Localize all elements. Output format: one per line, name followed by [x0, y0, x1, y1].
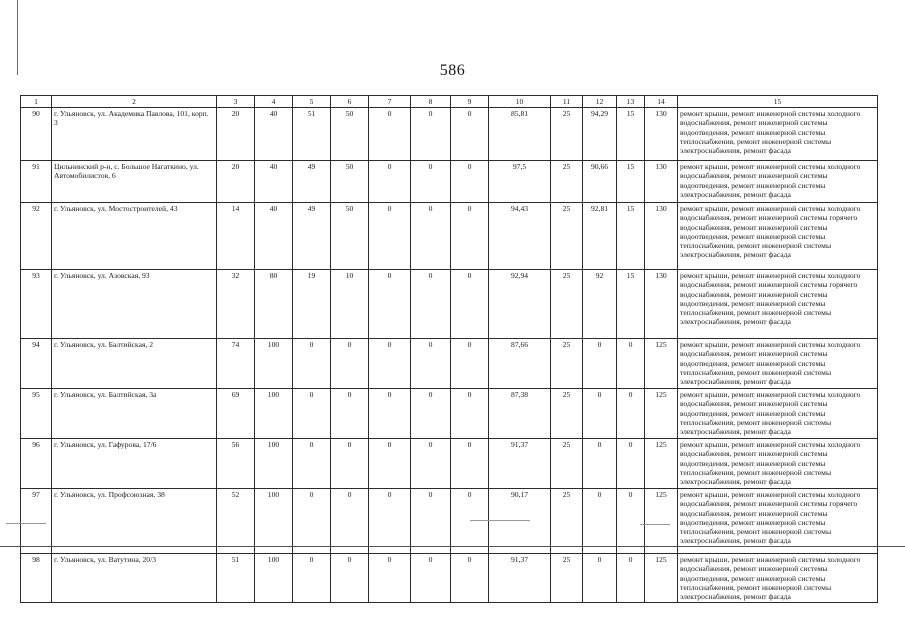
value-cell-c4: 100	[255, 489, 293, 554]
address-cell: г. Ульяновск, ул. Академика Павлова, 101, корп. 3	[52, 108, 217, 161]
value-cell-c7: 0	[369, 203, 411, 270]
value-cell-c12: 0	[583, 389, 617, 439]
value-cell-c12: 94,29	[583, 108, 617, 161]
value-cell-c9: 0	[451, 161, 489, 203]
value-cell-c11: 25	[551, 439, 583, 489]
row-number-cell: 96	[21, 439, 52, 489]
value-cell-c14: 125	[645, 439, 678, 489]
value-cell-c7: 0	[369, 108, 411, 161]
value-cell-c11: 25	[551, 161, 583, 203]
value-cell-c9: 0	[451, 339, 489, 389]
value-cell-c13: 0	[617, 489, 645, 554]
column-header-12: 12	[583, 96, 617, 108]
row-number-cell: 90	[21, 108, 52, 161]
value-cell-c13: 0	[617, 339, 645, 389]
value-cell-c5: 0	[293, 554, 331, 603]
column-header-8: 8	[411, 96, 451, 108]
column-header-1: 1	[21, 96, 52, 108]
value-cell-c6: 50	[331, 203, 369, 270]
value-cell-c8: 0	[411, 389, 451, 439]
works-list-cell: ремонт крыши, ремонт инженерной системы холодного водоснабжения, ремонт инженерной системы горячего водоснабжения, ремонт инженерной системы водоотведения, ремонт инженерной системы теплоснабжения, ремонт инженерной системы электроснабжения, ремонт фасада	[678, 203, 878, 270]
value-cell-c4: 80	[255, 270, 293, 339]
value-cell-c12: 0	[583, 339, 617, 389]
value-cell-c6: 0	[331, 489, 369, 554]
value-cell-c7: 0	[369, 439, 411, 489]
address-cell: г. Ульяновск, ул. Балтийская, 3а	[52, 389, 217, 439]
value-cell-c5: 51	[293, 108, 331, 161]
value-cell-c3: 32	[217, 270, 255, 339]
value-cell-c5: 0	[293, 439, 331, 489]
value-cell-c8: 0	[411, 489, 451, 554]
value-cell-c8: 0	[411, 270, 451, 339]
value-cell-c14: 130	[645, 203, 678, 270]
page-number: 586	[439, 62, 466, 79]
value-cell-c5: 0	[293, 389, 331, 439]
column-header-9: 9	[451, 96, 489, 108]
value-cell-c6: 10	[331, 270, 369, 339]
address-cell: г. Ульяновск, ул. Гафурова, 17/6	[52, 439, 217, 489]
table-row	[21, 439, 878, 489]
value-cell-c9: 0	[451, 270, 489, 339]
address-cell: Цильнинский р-н, с. Большое Нагаткино, ул. Автомобилистов, 6	[52, 161, 217, 203]
value-cell-c3: 56	[217, 439, 255, 489]
value-cell-c8: 0	[411, 203, 451, 270]
value-cell-c10: 87,38	[489, 389, 551, 439]
row-number-cell: 94	[21, 339, 52, 389]
row-number-cell: 95	[21, 389, 52, 439]
value-cell-c14: 125	[645, 339, 678, 389]
value-cell-c12: 0	[583, 489, 617, 554]
value-cell-c10: 91,37	[489, 439, 551, 489]
value-cell-c11: 25	[551, 108, 583, 161]
address-cell: г. Ульяновск, ул. Мостостроителей, 43	[52, 203, 217, 270]
column-header-2: 2	[52, 96, 217, 108]
value-cell-c13: 0	[617, 439, 645, 489]
scan-fold-line	[0, 546, 905, 547]
value-cell-c8: 0	[411, 554, 451, 603]
value-cell-c5: 0	[293, 489, 331, 554]
value-cell-c9: 0	[451, 489, 489, 554]
works-list-cell: ремонт крыши, ремонт инженерной системы холодного водоснабжения, ремонт инженерной системы горячего водоснабжения, ремонт инженерной системы водоотведения, ремонт инженерной системы теплоснабжения, ремонт инженерной системы электроснабжения, ремонт фасада	[678, 489, 878, 554]
address-cell: г. Ульяновск, ул. Ватутина, 20/3	[52, 554, 217, 603]
value-cell-c14: 125	[645, 489, 678, 554]
address-cell: г. Ульяновск, ул. Профсоюзная, 38	[52, 489, 217, 554]
value-cell-c3: 69	[217, 389, 255, 439]
value-cell-c10: 85,81	[489, 108, 551, 161]
value-cell-c14: 130	[645, 161, 678, 203]
value-cell-c13: 0	[617, 554, 645, 603]
works-list-cell: ремонт крыши, ремонт инженерной системы холодного водоснабжения, ремонт инженерной системы водоотведения, ремонт инженерной системы электроснабжения, ремонт фасада	[678, 161, 878, 203]
value-cell-c13: 15	[617, 161, 645, 203]
row-number-cell: 93	[21, 270, 52, 339]
value-cell-c8: 0	[411, 108, 451, 161]
value-cell-c3: 51	[217, 554, 255, 603]
column-header-4: 4	[255, 96, 293, 108]
value-cell-c6: 50	[331, 161, 369, 203]
value-cell-c6: 0	[331, 554, 369, 603]
value-cell-c4: 40	[255, 203, 293, 270]
value-cell-c11: 25	[551, 339, 583, 389]
value-cell-c4: 40	[255, 108, 293, 161]
value-cell-c7: 0	[369, 554, 411, 603]
table-row	[21, 554, 878, 603]
value-cell-c9: 0	[451, 389, 489, 439]
works-list-cell: ремонт крыши, ремонт инженерной системы холодного водоснабжения, ремонт инженерной системы водоотведения, ремонт инженерной системы теплоснабжения, ремонт инженерной системы электроснабжения, ремонт фасада	[678, 554, 878, 603]
value-cell-c12: 92	[583, 270, 617, 339]
value-cell-c7: 0	[369, 489, 411, 554]
value-cell-c12: 92,81	[583, 203, 617, 270]
value-cell-c12: 0	[583, 554, 617, 603]
address-cell: г. Ульяновск, ул. Азовская, 93	[52, 270, 217, 339]
row-number-cell: 98	[21, 554, 52, 603]
registry-table	[20, 95, 878, 603]
works-list-cell: ремонт крыши, ремонт инженерной системы холодного водоснабжения, ремонт инженерной системы водоотведения, ремонт инженерной системы теплоснабжения, ремонт инженерной системы электроснабжения, ремонт фасада	[678, 339, 878, 389]
value-cell-c13: 15	[617, 203, 645, 270]
value-cell-c6: 0	[331, 439, 369, 489]
value-cell-c4: 100	[255, 339, 293, 389]
value-cell-c14: 125	[645, 389, 678, 439]
value-cell-c9: 0	[451, 554, 489, 603]
value-cell-c11: 25	[551, 554, 583, 603]
value-cell-c5: 0	[293, 339, 331, 389]
table-row	[21, 489, 878, 554]
works-list-cell: ремонт крыши, ремонт инженерной системы холодного водоснабжения, ремонт инженерной системы горячего водоснабжения, ремонт инженерной системы водоотведения, ремонт инженерной системы теплоснабжения, ремонт инженерной системы электроснабжения, ремонт фасада	[678, 270, 878, 339]
value-cell-c14: 125	[645, 554, 678, 603]
row-number-cell: 91	[21, 161, 52, 203]
column-header-3: 3	[217, 96, 255, 108]
value-cell-c13: 15	[617, 108, 645, 161]
value-cell-c14: 130	[645, 270, 678, 339]
value-cell-c10: 90,17	[489, 489, 551, 554]
value-cell-c3: 52	[217, 489, 255, 554]
works-list-cell: ремонт крыши, ремонт инженерной системы холодного водоснабжения, ремонт инженерной системы водоотведения, ремонт инженерной системы теплоснабжения, ремонт инженерной системы электроснабжения, ремонт фасада	[678, 439, 878, 489]
column-number-row	[21, 96, 878, 108]
column-header-6: 6	[331, 96, 369, 108]
works-list-cell: ремонт крыши, ремонт инженерной системы холодного водоснабжения, ремонт инженерной системы водоотведения, ремонт инженерной системы теплоснабжения, ремонт инженерной системы электроснабжения, ремонт фасада	[678, 108, 878, 161]
value-cell-c12: 90,66	[583, 161, 617, 203]
works-list-cell: ремонт крыши, ремонт инженерной системы холодного водоснабжения, ремонт инженерной системы водоотведения, ремонт инженерной системы теплоснабжения, ремонт инженерной системы электроснабжения, ремонт фасада	[678, 389, 878, 439]
column-header-14: 14	[645, 96, 678, 108]
value-cell-c8: 0	[411, 439, 451, 489]
column-header-5: 5	[293, 96, 331, 108]
table-row	[21, 339, 878, 389]
value-cell-c7: 0	[369, 389, 411, 439]
value-cell-c11: 25	[551, 203, 583, 270]
value-cell-c3: 20	[217, 161, 255, 203]
value-cell-c9: 0	[451, 108, 489, 161]
value-cell-c11: 25	[551, 270, 583, 339]
column-header-7: 7	[369, 96, 411, 108]
value-cell-c4: 100	[255, 439, 293, 489]
value-cell-c10: 97,5	[489, 161, 551, 203]
table-row	[21, 203, 878, 270]
value-cell-c8: 0	[411, 339, 451, 389]
column-header-15: 15	[678, 96, 878, 108]
scan-artifact	[640, 524, 670, 525]
value-cell-c7: 0	[369, 161, 411, 203]
address-cell: г. Ульяновск, ул. Балтийская, 2	[52, 339, 217, 389]
column-header-10: 10	[489, 96, 551, 108]
value-cell-c13: 15	[617, 270, 645, 339]
value-cell-c13: 0	[617, 389, 645, 439]
value-cell-c9: 0	[451, 439, 489, 489]
value-cell-c3: 14	[217, 203, 255, 270]
value-cell-c12: 0	[583, 439, 617, 489]
value-cell-c4: 40	[255, 161, 293, 203]
value-cell-c11: 25	[551, 389, 583, 439]
value-cell-c7: 0	[369, 339, 411, 389]
value-cell-c10: 91,37	[489, 554, 551, 603]
value-cell-c6: 0	[331, 339, 369, 389]
table-row	[21, 108, 878, 161]
value-cell-c5: 49	[293, 161, 331, 203]
value-cell-c6: 0	[331, 389, 369, 439]
value-cell-c9: 0	[451, 203, 489, 270]
column-header-13: 13	[617, 96, 645, 108]
row-number-cell: 97	[21, 489, 52, 554]
value-cell-c11: 25	[551, 489, 583, 554]
value-cell-c10: 94,43	[489, 203, 551, 270]
value-cell-c4: 100	[255, 389, 293, 439]
scan-artifact	[6, 523, 46, 524]
column-header-11: 11	[551, 96, 583, 108]
scan-artifact	[470, 520, 530, 521]
value-cell-c14: 130	[645, 108, 678, 161]
value-cell-c5: 19	[293, 270, 331, 339]
value-cell-c10: 92,94	[489, 270, 551, 339]
table-row	[21, 389, 878, 439]
value-cell-c5: 49	[293, 203, 331, 270]
value-cell-c3: 20	[217, 108, 255, 161]
row-number-cell: 92	[21, 203, 52, 270]
table-row	[21, 270, 878, 339]
value-cell-c7: 0	[369, 270, 411, 339]
value-cell-c4: 100	[255, 554, 293, 603]
value-cell-c8: 0	[411, 161, 451, 203]
value-cell-c6: 50	[331, 108, 369, 161]
value-cell-c3: 74	[217, 339, 255, 389]
table-row	[21, 161, 878, 203]
value-cell-c10: 87,66	[489, 339, 551, 389]
